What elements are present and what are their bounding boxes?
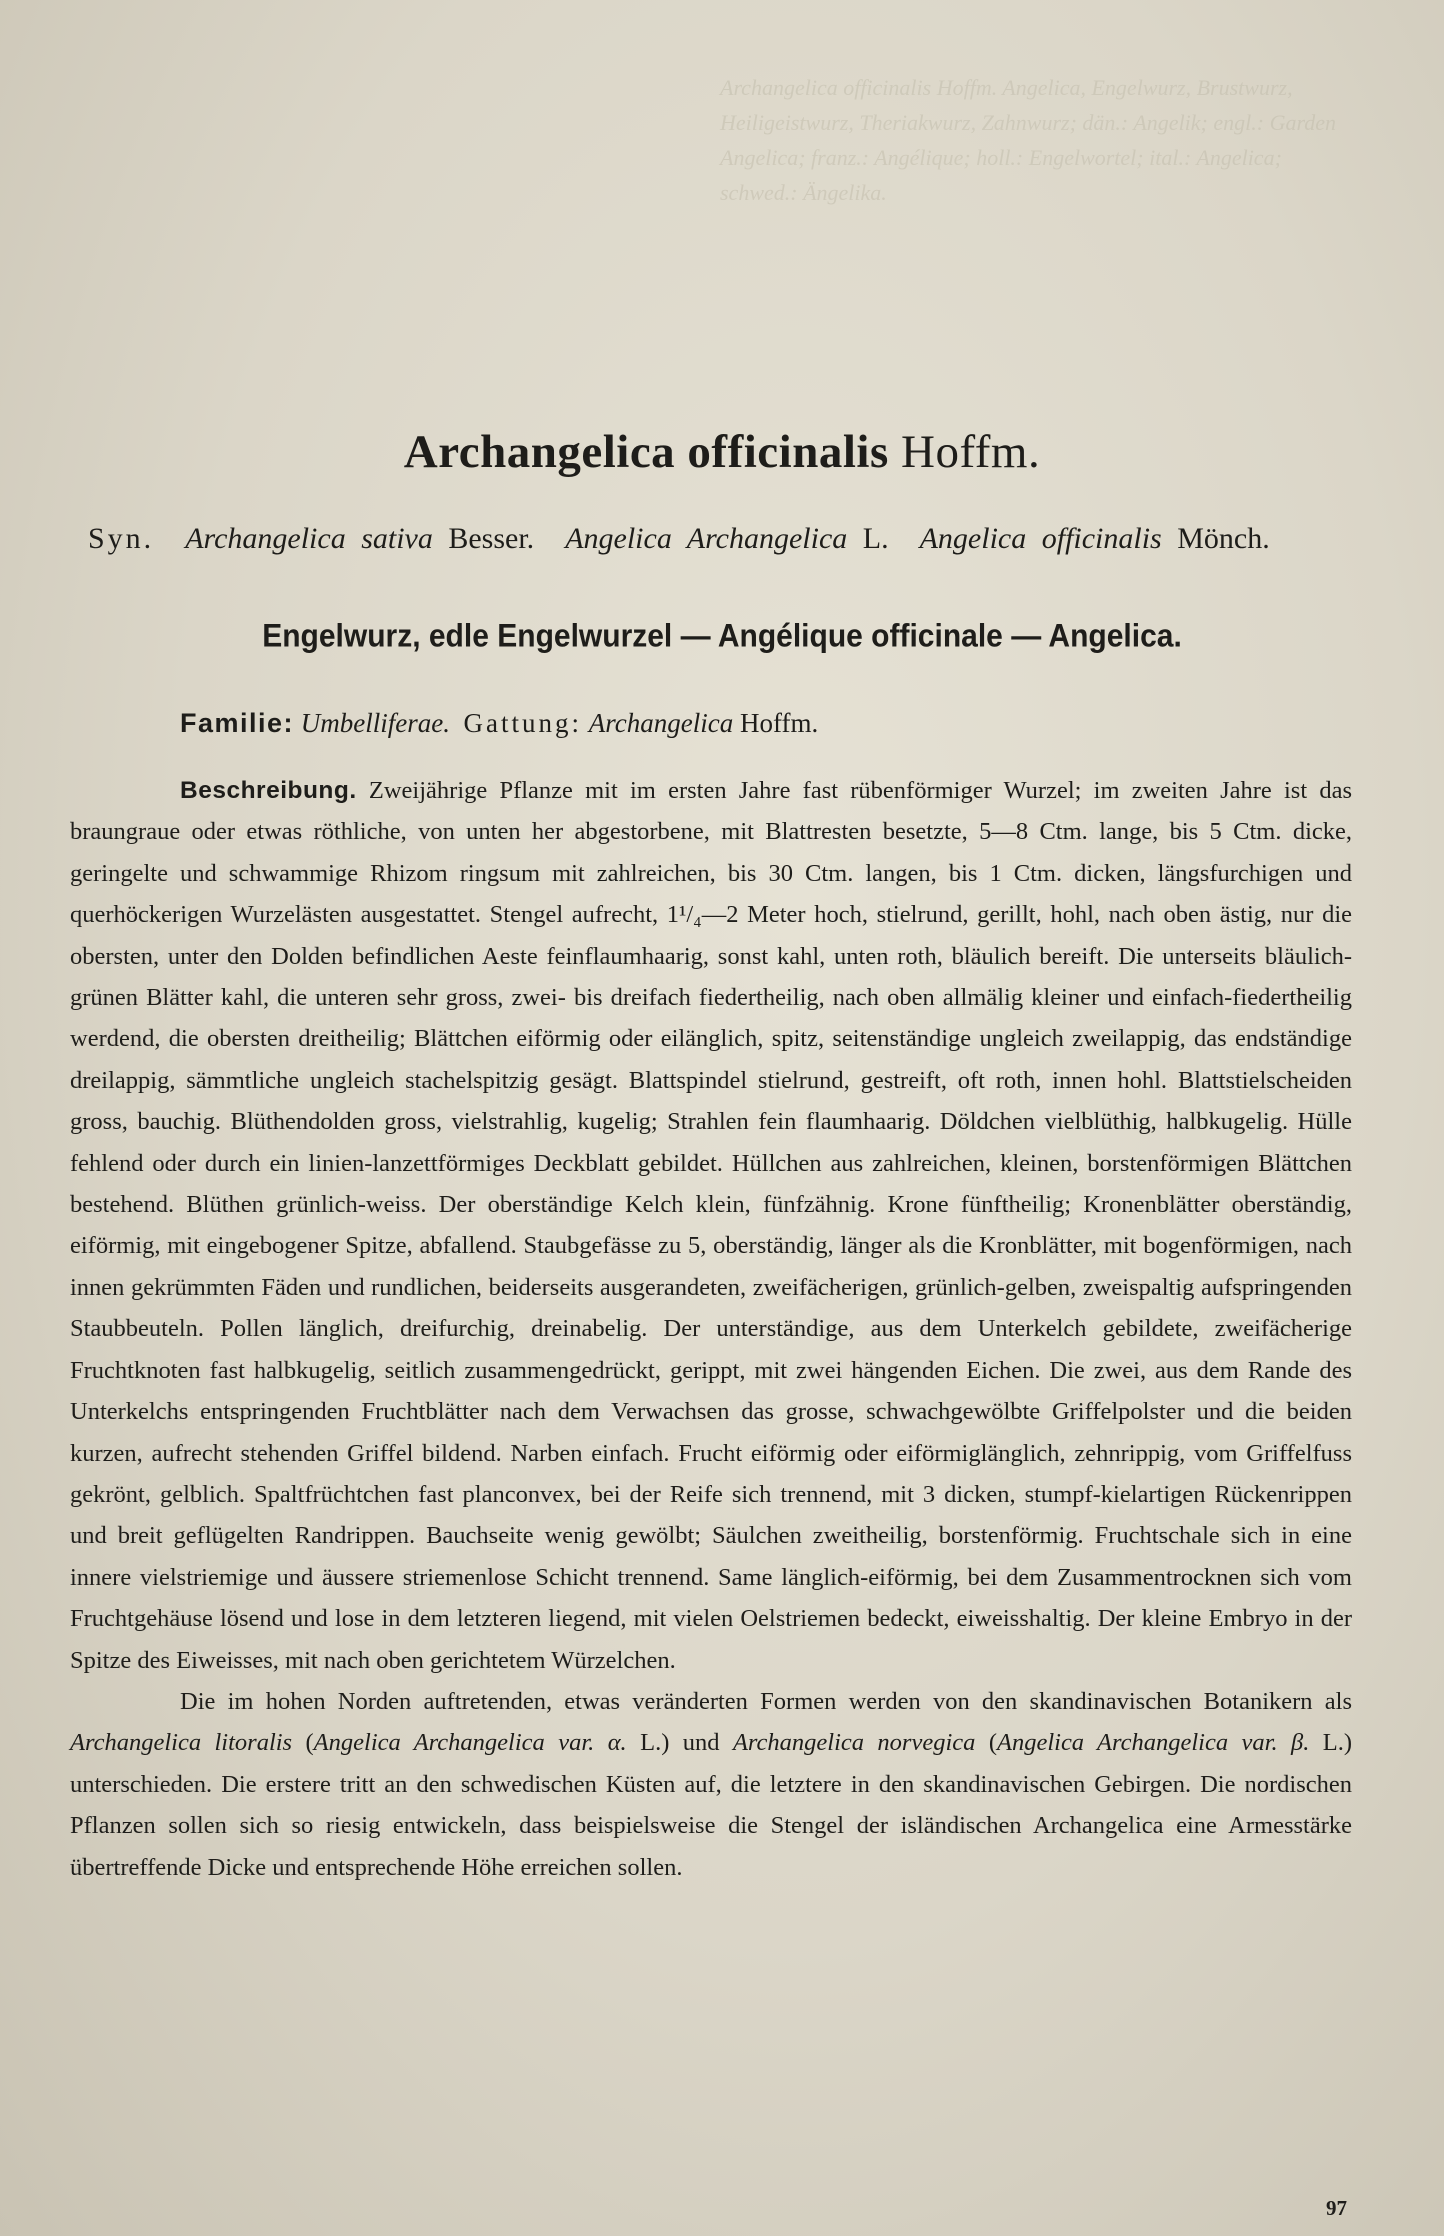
description-text: Zweijährige Pflanze mit im ersten Jahre fast rübenförmiger Wurzel; im zweiten Jahre ist das braungraue oder etwas röthliche, von unten her abgestorbene, mit Blattresten besetzte, 5—8 Ctm. lange, bis 5 Ctm. dicke, geringelte und schwammige Rhizom ringsum mit zahlreichen, bis 30 Ctm. langen, bis 1 Ctm. dicken, längsfurchigen und querhöckerigen Wurzelästen ausgestattet. Stengel aufrecht, 1¹/₄—2 Meter hoch, stielrund, gerillt, hohl, nach oben ästig, nur die obersten, unter den Dolden befindlichen Aeste feinflaumhaarig, sonst kahl, unten roth, bläulich bereift. Die unterseits bläulich-grünen Blätter kahl, die unteren sehr gross, zwei- bis dreifach fiedertheilig, nach oben allmälig kleiner und einfach-fiedertheilig werdend, die obersten dreitheilig; Blättchen eiförmig oder eilänglich, spitz, seitenständige ungleich zweilappig, das endständige dreilappig, sämmtliche ungleich stachelspitzig gesägt. Blattspindel stielrund, gestreift, oft roth, innen hohl. Blattstielscheiden gross, bauchig. Blüthendolden gross, vielstrahlig, kugelig; Strahlen fein flaumhaarig. Döldchen vielblüthig, halbkugelig. Hülle fehlend oder durch ein linien-lanzettförmiges Deckblatt gebildet. Hüllchen aus zahlreichen, kleinen, borstenförmigen Blättchen bestehend. Blüthen grünlich-weiss. Der oberständige Kelch klein, fünfzähnig. Krone fünftheilig; Kronenblätter oberständig, eiförmig, mit eingebogener Spitze, abfallend. Staubgefässe zu 5, oberständig, länger als die Kronblätter, mit bogenförmigen, nach innen gekrümmten Fäden und rundlichen, beiderseits ausgerandeten, zweifächerigen, grünlich-gelben, zweispaltig aufspringenden Staubbeuteln. Pollen länglich, dreifurchig, dreinabelig. Der unterständige, aus dem Unterkelch gebildete, zweifächerige Fruchtknoten fast halbkugelig, seitlich zusammengedrückt, gerippt, mit zwei hängenden Eichen. Die zwei, aus dem Rande des Unterkelchs entspringenden Fruchtblätter nach dem Verwachsen das grosse, schwachgewölbte Griffelpolster und die beiden kurzen, aufrecht stehenden Griffel bildend. Narben einfach. Frucht eiförmig oder eiförmiglänglich, zehnrippig, vom Griffelfuss gekrönt, gelblich. Spaltfrüchtchen fast planconvex, bei der Reife sich trennend, mit 3 dicken, stumpf-kielartigen Rückenrippen und breit geflügelten Randrippen. Bauchseite wenig gewölbt; Säulchen zweitheilig, borstenförmig. Fruchtschale sich in eine innere vielstriemige und äussere striemenlose Schicht trennend. Same länglich-eiförmig, bei dem Zusammentrocknen sich vom Fruchtgehäuse lösend und lose in dem letzteren liegend, mit vielen Oelstriemen bedeckt, eiweisshaltig. Der kleine Embryo in der Spitze des Eiweisses, mit nach oben gerichtetem Würzelchen.: [70, 777, 1352, 1674]
gattung-label: Gattung:: [463, 708, 582, 738]
synonyms-line: [88, 522, 1378, 556]
taxon-name: Archangelica norvegica: [732, 1729, 976, 1757]
synonym-author: Mönch.: [1177, 522, 1270, 555]
familie-label: Familie:: [180, 708, 295, 738]
taxon-name: Angelica Archangelica var. β.: [996, 1729, 1310, 1757]
paragraph-text: L.) und: [626, 1729, 733, 1757]
paragraph-text: Die im hohen Norden auftretenden, etwas veränderten Formen werden von den skandinavischen Botanikern als: [180, 1687, 1352, 1715]
description-paragraph: [70, 770, 1352, 1681]
page-title: [0, 425, 1444, 479]
taxon-name: Angelica Archangelica var. α.: [313, 1729, 627, 1757]
synonym-name: Angelica Archangelica: [565, 522, 848, 555]
description-body: [70, 770, 1352, 1888]
synonym-author: Besser.: [448, 522, 535, 555]
description-heading: Beschreibung.: [180, 777, 357, 804]
page-number: 97: [1326, 2196, 1347, 2220]
synonym-author: L.: [862, 522, 889, 555]
gattung-value: Archangelica: [588, 708, 734, 738]
bleed-through-text: Archangelica officinalis Hoffm. Angelica, Engelwurz, Brustwurz, Heiligeistwurz, Theriakwurz, Zahnwurz; dän.: Angelik; engl.: Garden Angelica; franz.: Angélique; holl.: Engelwortel; ital.: Angelica; schwed.: Ängelika.: [720, 75, 1336, 205]
taxon-name: Archangelica litoralis: [70, 1729, 293, 1757]
synonyms-label: Syn.: [88, 522, 155, 555]
species-author: Hoffm.: [901, 426, 1041, 478]
gattung-author: Hoffm.: [739, 708, 819, 738]
nordic-forms-paragraph: [70, 1681, 1352, 1888]
synonym-name: Angelica officinalis: [919, 522, 1162, 555]
paragraph-text: L.) unterschieden. Die erstere tritt an den schwedischen Küsten auf, die letztere in den skandinavischen Gebirgen. Die nordischen Pflanzen sollen sich so riesig entwickeln, dass beispielsweise die Stengel der isländischen Archangelica eine Armesstärke übertreffende Dicke und entsprechende Höhe erreichen sollen.: [70, 1729, 1353, 1881]
paragraph-text: (: [292, 1729, 314, 1757]
familie-value: Umbelliferae.: [300, 708, 450, 738]
species-name: Archangelica officinalis: [403, 426, 889, 478]
family-line: [180, 708, 818, 739]
synonym-name: Archangelica sativa: [185, 522, 433, 555]
paragraph-text: (: [975, 1729, 997, 1757]
common-names: Engelwurz, edle Engelwurzel — Angélique officinale — Angelica.: [262, 618, 1182, 655]
